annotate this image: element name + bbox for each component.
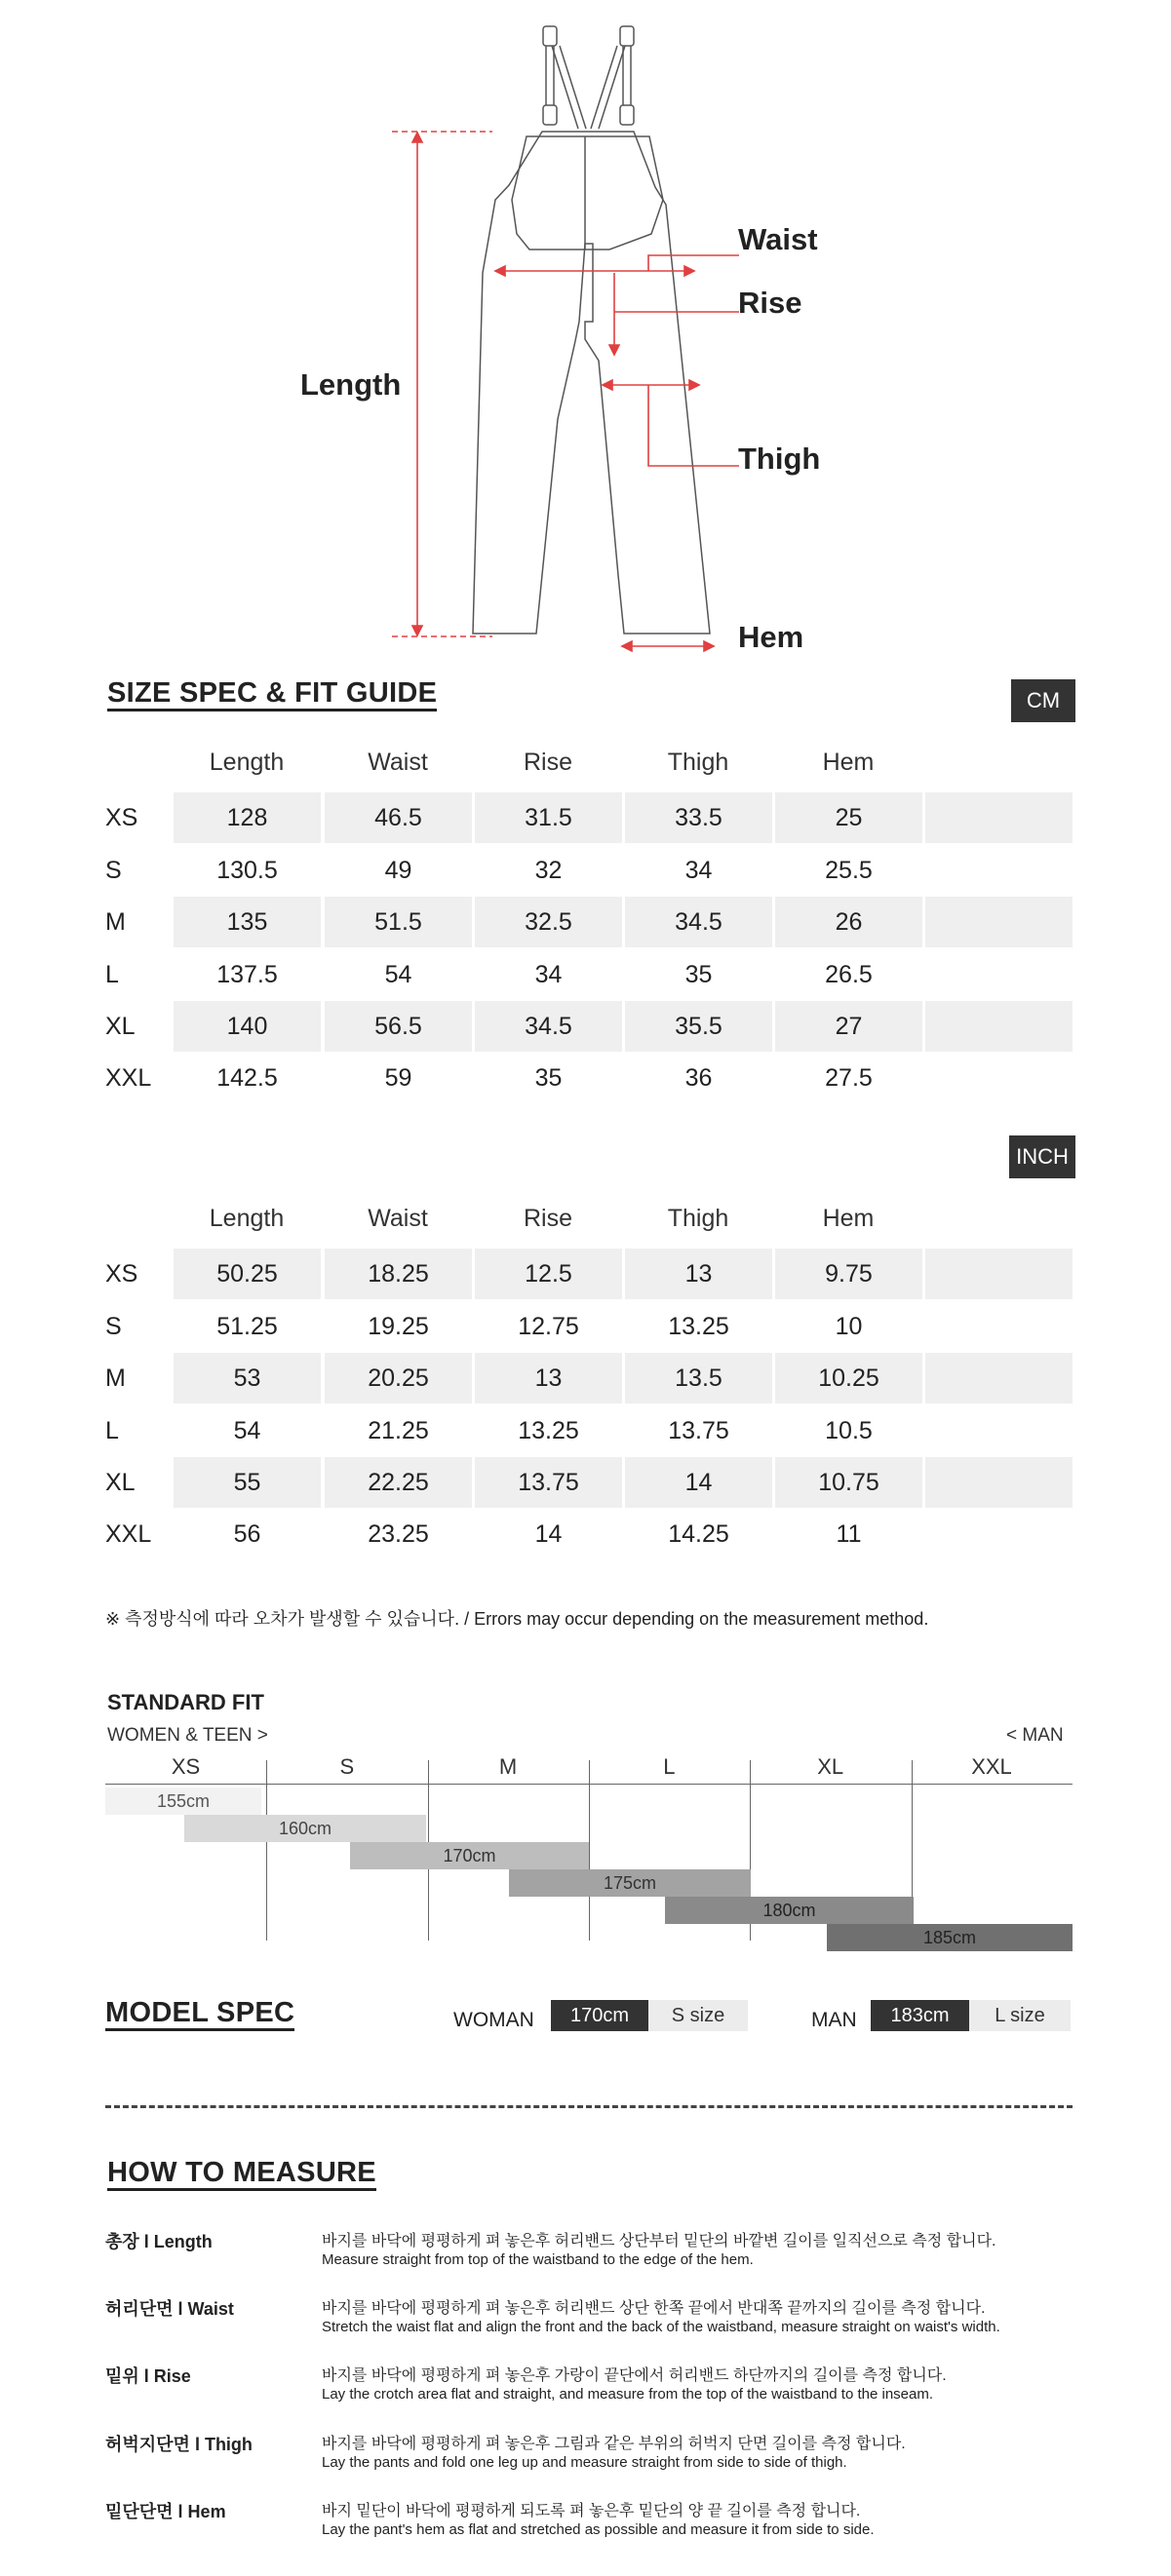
measure-term: 허리단면 l Waist	[105, 2299, 234, 2319]
fit-bar-155cm: 155cm	[105, 1788, 261, 1815]
size-label: XL	[105, 1469, 136, 1496]
cell-length: 140	[174, 1001, 321, 1052]
overall-illustration	[0, 0, 1171, 653]
man-caption: < MAN	[1006, 1725, 1064, 1746]
fit-bar-175cm: 175cm	[509, 1869, 751, 1897]
col-waist: Waist	[368, 749, 428, 776]
col-thigh: Thigh	[667, 1205, 729, 1232]
cell-empty	[925, 1457, 1073, 1508]
label-length: Length	[300, 367, 402, 402]
measure-item-length	[105, 2228, 1073, 2287]
measurement-note: ※ 측정방식에 따라 오차가 발생할 수 있습니다. / Errors may occur depending on the measurement method.	[105, 1609, 929, 1629]
measure-desc-ko: 바지를 바닥에 평평하게 펴 놓은후 허리밴드 상단 한쪽 끝에서 반대쪽 끝까지의 길이를 측정 합니다.	[322, 2300, 986, 2317]
cell-empty	[925, 845, 1073, 896]
col-length: Length	[209, 1205, 285, 1232]
table-row	[105, 1457, 1073, 1508]
col-waist: Waist	[368, 1205, 428, 1232]
cell-empty	[925, 949, 1073, 1000]
measure-item-thigh	[105, 2431, 1073, 2489]
size-label: L	[105, 1417, 119, 1444]
measure-desc-en: Lay the crotch area flat and straight, and measure from the top of the waistband to the inseam.	[322, 2386, 934, 2403]
cell-thigh: 14	[625, 1457, 772, 1508]
woman-size: S size	[648, 2000, 748, 2031]
cell-empty	[925, 1405, 1073, 1456]
size-label: XXL	[105, 1520, 152, 1548]
label-waist: Waist	[738, 222, 818, 256]
model-spec-title: MODEL SPEC	[105, 1998, 294, 2031]
table-row	[105, 1405, 1073, 1456]
cell-hem: 10.5	[825, 1417, 873, 1444]
cell-rise: 34	[534, 961, 563, 988]
women-teen-caption: WOMEN & TEEN >	[107, 1725, 268, 1746]
measure-desc-en: Stretch the waist flat and align the front and the back of the waistband, measure straight on waist's width.	[322, 2319, 1000, 2335]
cell-empty	[925, 792, 1073, 843]
fit-divider	[266, 1760, 267, 1941]
measure-desc-en: Lay the pants and fold one leg up and measure straight from side to side of thigh.	[322, 2454, 847, 2471]
cell-hem: 26.5	[825, 961, 873, 988]
cell-hem: 11	[836, 1520, 862, 1548]
col-thigh: Thigh	[667, 749, 729, 776]
cell-rise: 13	[475, 1353, 622, 1403]
col-rise: Rise	[523, 1205, 572, 1232]
cell-length: 55	[174, 1457, 321, 1508]
cell-length: 53	[174, 1353, 321, 1403]
cell-hem: 10.25	[775, 1353, 922, 1403]
cell-waist: 20.25	[325, 1353, 472, 1403]
table-row	[105, 1353, 1073, 1403]
table-row	[105, 1053, 1073, 1103]
cell-thigh: 13.25	[668, 1313, 729, 1340]
col-hem: Hem	[822, 749, 875, 776]
table-row	[105, 1301, 1073, 1352]
cell-length: 50.25	[174, 1249, 321, 1299]
unit-badge-cm: CM	[1011, 679, 1075, 722]
cell-thigh: 33.5	[625, 792, 772, 843]
measure-desc-ko: 바지 밑단이 바닥에 평평하게 되도록 펴 놓은후 밑단의 양 끝 길이를 측정 합니다.	[322, 2503, 861, 2519]
cell-empty	[925, 1301, 1073, 1352]
cell-thigh: 13	[625, 1249, 772, 1299]
table-header	[105, 743, 1073, 782]
cell-length: 130.5	[216, 857, 278, 884]
cell-empty	[925, 1509, 1073, 1559]
fit-bar-185cm: 185cm	[827, 1924, 1073, 1951]
fit-bar-160cm: 160cm	[184, 1815, 426, 1842]
measure-term: 밑단단면 l Hem	[105, 2502, 226, 2521]
table-row	[105, 1001, 1073, 1052]
fit-size-s: S	[339, 1754, 355, 1779]
measure-desc-ko: 바지를 바닥에 평평하게 펴 놓은후 그림과 같은 부위의 허벅지 단면 길이를 측정 합니다.	[322, 2436, 906, 2452]
cell-empty	[925, 897, 1073, 947]
table-row	[105, 897, 1073, 947]
cell-thigh: 13.5	[625, 1353, 772, 1403]
cell-rise: 14	[534, 1520, 563, 1548]
straps	[543, 26, 634, 129]
cell-rise: 31.5	[475, 792, 622, 843]
size-label: S	[105, 1313, 122, 1340]
woman-height: 170cm	[551, 2000, 648, 2031]
unit-badge-inch: INCH	[1009, 1135, 1075, 1178]
cell-waist: 18.25	[325, 1249, 472, 1299]
cell-waist: 54	[384, 961, 412, 988]
fit-bar-180cm: 180cm	[665, 1897, 914, 1924]
cell-waist: 19.25	[368, 1313, 429, 1340]
cell-waist: 22.25	[325, 1457, 472, 1508]
cell-hem: 10.75	[775, 1457, 922, 1508]
cell-rise: 12.5	[475, 1249, 622, 1299]
table-row	[105, 845, 1073, 896]
man-label: MAN	[811, 2009, 857, 2031]
size-label: XXL	[105, 1064, 152, 1092]
table-header	[105, 1199, 1073, 1238]
fit-size-l: L	[663, 1754, 676, 1779]
woman-label: WOMAN	[453, 2009, 534, 2031]
size-label: L	[105, 961, 119, 988]
cell-waist: 51.5	[325, 897, 472, 947]
cell-thigh: 36	[684, 1064, 713, 1092]
measure-desc-ko: 바지를 바닥에 평평하게 펴 놓은후 허리밴드 상단부터 밑단의 바깥변 길이를 일직선으로 측정 합니다.	[322, 2233, 996, 2249]
fit-bar-170cm: 170cm	[350, 1842, 589, 1869]
cell-hem: 25	[775, 792, 922, 843]
standard-fit-title: STANDARD FIT	[107, 1690, 264, 1714]
measure-desc-en: Measure straight from top of the waistband to the edge of the hem.	[322, 2251, 754, 2268]
cell-hem: 27.5	[825, 1064, 873, 1092]
size-label: M	[105, 908, 126, 936]
label-thigh: Thigh	[738, 442, 821, 476]
measure-item-waist	[105, 2295, 1073, 2354]
cell-hem: 25.5	[825, 857, 873, 884]
cell-thigh: 34.5	[625, 897, 772, 947]
pants-outline	[473, 132, 710, 634]
measure-term: 총장 l Length	[105, 2232, 213, 2251]
cell-rise: 32	[534, 857, 563, 884]
cell-waist: 49	[384, 857, 412, 884]
cell-hem: 10	[835, 1313, 863, 1340]
how-to-measure-title: HOW TO MEASURE	[107, 2158, 376, 2191]
cell-length: 137.5	[216, 961, 278, 988]
col-rise: Rise	[523, 749, 572, 776]
label-rise: Rise	[738, 286, 802, 320]
cell-waist: 56.5	[325, 1001, 472, 1052]
fit-size-xxl: XXL	[971, 1754, 1012, 1779]
cell-rise: 12.75	[518, 1313, 579, 1340]
cell-hem: 26	[775, 897, 922, 947]
man-size: L size	[969, 2000, 1071, 2031]
cell-length: 135	[174, 897, 321, 947]
cell-rise: 13.25	[518, 1417, 579, 1444]
cell-thigh: 13.75	[668, 1417, 729, 1444]
cell-rise: 34.5	[475, 1001, 622, 1052]
fit-size-m: M	[498, 1754, 518, 1779]
table-row	[105, 949, 1073, 1000]
cell-thigh: 35	[684, 961, 713, 988]
measure-desc-en: Lay the pant's hem as flat and stretched as possible and measure it from side to side.	[322, 2521, 875, 2538]
size-label: XS	[105, 804, 138, 831]
cell-rise: 13.75	[475, 1457, 622, 1508]
measure-item-hem	[105, 2498, 1073, 2557]
fit-size-xl: XL	[817, 1754, 844, 1779]
cell-length: 54	[233, 1417, 261, 1444]
cell-hem: 27	[775, 1001, 922, 1052]
man-height: 183cm	[871, 2000, 969, 2031]
fit-size-xs: XS	[171, 1754, 201, 1779]
cell-length: 56	[233, 1520, 261, 1548]
cell-empty	[925, 1249, 1073, 1299]
col-length: Length	[209, 749, 285, 776]
measure-term: 밑위 l Rise	[105, 2366, 191, 2386]
size-label: XL	[105, 1013, 136, 1040]
measure-term: 허벅지단면 l Thigh	[105, 2435, 253, 2454]
col-hem: Hem	[822, 1205, 875, 1232]
measure-item-rise	[105, 2363, 1073, 2421]
size-label: S	[105, 857, 122, 884]
measurement-diagram	[0, 0, 1171, 653]
cell-length: 128	[174, 792, 321, 843]
table-row	[105, 1249, 1073, 1299]
table-row	[105, 792, 1073, 843]
cell-waist: 23.25	[368, 1520, 429, 1548]
cell-waist: 21.25	[368, 1417, 429, 1444]
cell-rise: 35	[534, 1064, 563, 1092]
size-label: M	[105, 1365, 126, 1392]
cell-empty	[925, 1053, 1073, 1103]
cell-thigh: 14.25	[668, 1520, 729, 1548]
cell-waist: 59	[384, 1064, 412, 1092]
measure-lines	[392, 132, 739, 651]
cell-empty	[925, 1353, 1073, 1403]
size-label: XS	[105, 1260, 138, 1288]
measure-desc-ko: 바지를 바닥에 평평하게 펴 놓은후 가랑이 끝단에서 허리밴드 하단까지의 길이를 측정 합니다.	[322, 2367, 947, 2384]
cell-rise: 32.5	[475, 897, 622, 947]
cell-length: 51.25	[216, 1313, 278, 1340]
fit-divider	[589, 1760, 590, 1941]
cell-length: 142.5	[216, 1064, 278, 1092]
table-row	[105, 1509, 1073, 1559]
cell-empty	[925, 1001, 1073, 1052]
cell-thigh: 34	[684, 857, 713, 884]
cell-hem: 9.75	[775, 1249, 922, 1299]
size-spec-title: SIZE SPEC & FIT GUIDE	[107, 678, 437, 711]
cell-thigh: 35.5	[625, 1001, 772, 1052]
divider	[105, 2105, 1073, 2108]
label-hem: Hem	[738, 620, 804, 654]
cell-waist: 46.5	[325, 792, 472, 843]
